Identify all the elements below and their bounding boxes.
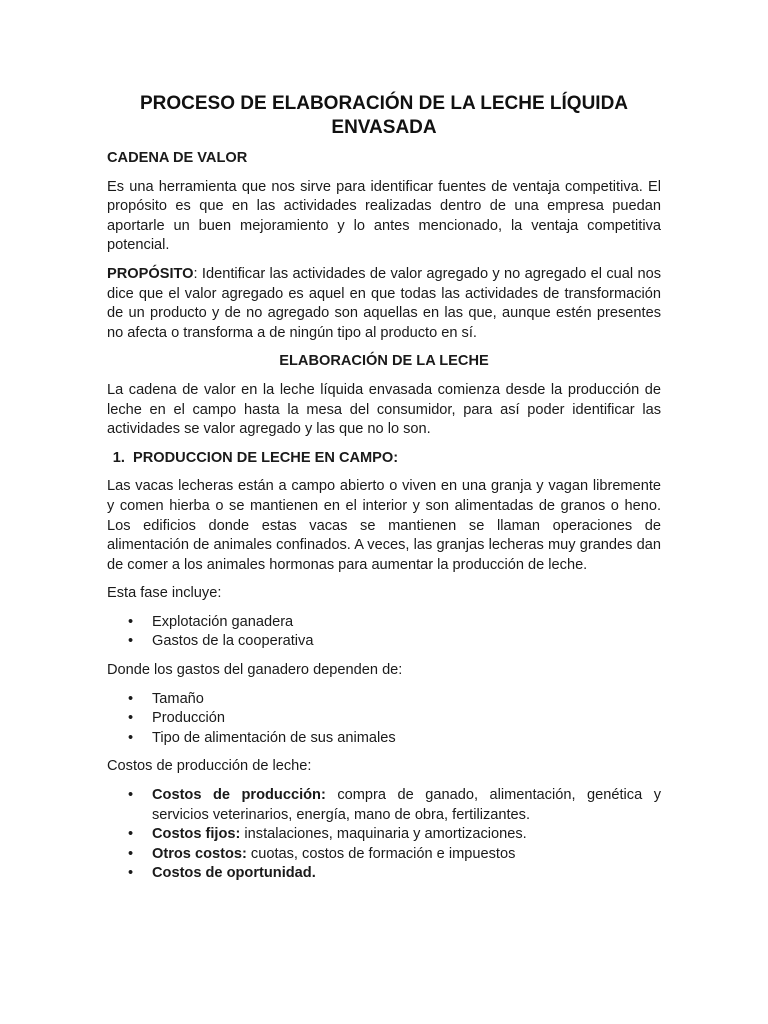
fase-intro: Esta fase incluye:: [107, 585, 222, 602]
title-line-1: PROCESO DE ELABORACIÓN DE LA LECHE LÍQUIDA: [139, 93, 629, 114]
proposito-text: : Identificar las actividades de valor agregado y no agregado el cual nos dice que el valor agregado es aquel en que todas las actividades de transformación de un producto y de no agregado son aquellas en las que, aunque estén presentes no afecta o transforma a de ningún tipo al producto en sí.: [107, 265, 661, 341]
numbered-list: [107, 449, 661, 469]
list-item: • Explotación ganadera: [152, 613, 661, 633]
fase-list: [107, 613, 661, 652]
list-item: [152, 786, 661, 825]
gastos-list: [107, 690, 661, 749]
list-item: • Producción: [152, 709, 661, 729]
costos-label: Costos de producción:: [152, 787, 326, 804]
list-item: • Tipo de alimentación de sus animales: [152, 729, 661, 749]
proposito-paragraph: [107, 265, 661, 343]
list-item: [152, 845, 661, 865]
list-item: • Tamaño: [152, 690, 661, 710]
costos-list: [107, 786, 661, 884]
cadena-de-valor-paragraph: Es una herramienta que nos sirve para identificar fuentes de ventaja competitiva. El propósito es que en las actividades realizadas dentro de una empresa puedan aportarle un buen mejoramiento y lo antes mencionado, la ventaja competitiva potencial.: [107, 178, 661, 254]
numbered-item-produccion: 1. PRODUCCION DE LECHE EN CAMPO:: [129, 449, 661, 469]
title-line-2: ENVASADA: [331, 117, 437, 138]
costos-text: compra de ganado, alimentación, genética y servicios veterinarios, energía, mano de obra, fertilizantes.: [152, 787, 661, 823]
section-heading-cadena-de-valor: CADENA DE VALOR: [107, 150, 248, 166]
costos-text: cuotas, costos de formación e impuestos: [246, 845, 516, 862]
list-item: • Gastos de la cooperativa: [152, 632, 661, 652]
costos-label: Costos fijos:: [152, 826, 241, 843]
proposito-label: PROPÓSITO: [107, 265, 194, 282]
costos-text: instalaciones, maquinaria y amortizaciones.: [240, 826, 527, 843]
document-title: [107, 92, 661, 140]
campo-paragraph: Las vacas lecheras están a campo abierto o viven en una granja y vagan libremente y comen hierba o se mantienen en el interior y son alimentadas de granos o heno. Los edificios donde estas vacas se mantienen se llaman operaciones de alimentación de animales confinados. A veces, las granjas lecheras muy grandes dan de comer a los animales hormonas para aumentar la producción de leche.: [107, 478, 661, 573]
section-heading-elaboracion: ELABORACIÓN DE LA LECHE: [279, 353, 489, 370]
costos-intro: Costos de producción de leche:: [107, 758, 312, 775]
costos-label: Otros costos:: [152, 845, 247, 862]
elaboracion-paragraph: La cadena de valor en la leche líquida envasada comienza desde la producción de leche en el campo hasta la mesa del consumidor, para así poder identificar las actividades se valor agregado y las que no lo son.: [107, 381, 661, 438]
gastos-intro: Donde los gastos del ganadero dependen de:: [107, 662, 403, 679]
document-page: [107, 92, 661, 893]
list-item: [152, 825, 661, 845]
list-item: [152, 864, 661, 884]
costos-label: Costos de oportunidad.: [152, 865, 316, 882]
